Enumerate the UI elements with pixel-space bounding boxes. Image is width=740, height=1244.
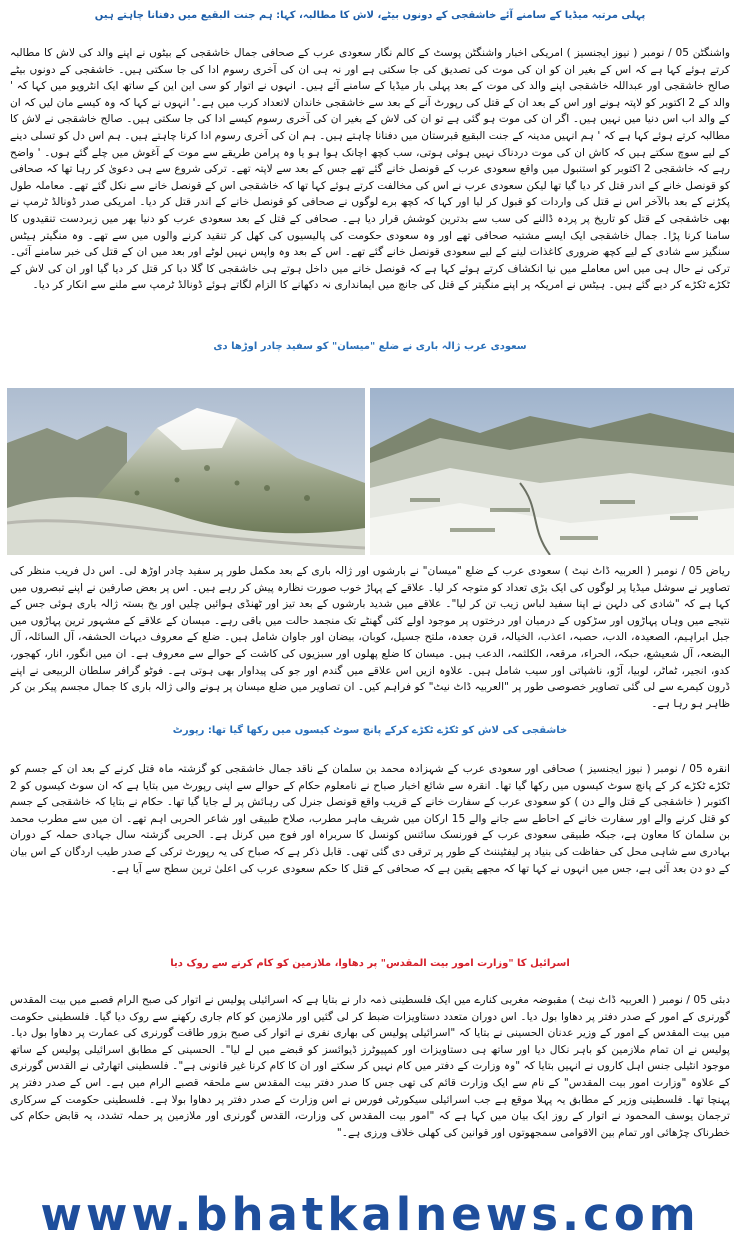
article-3-headline: خاشقجی کی لاش کو ٹکڑے ٹکڑے کرکے پانچ سوٹ کیسوں میں رکھا گیا تھا: رپورٹ xyxy=(172,725,568,736)
hail-photo-right xyxy=(370,388,734,555)
article-1-headline: پہلی مرتبہ میڈیا کے سامنے آئے خاشقجی کے دونوں بیٹے، لاش کا مطالبہ، کہا: ہم جنت البقیع میں دفنانا چاہتے ہیں xyxy=(94,10,646,21)
article-4-body: دبئی 05 / نومبر ( العربیہ ڈاٹ نیٹ ) مقبوضہ مغربی کنارے میں ایک فلسطینی ذمہ دار نے بتایا ہے کہ اسرائیلی پولیس نے اتوار کی صبح الرام قصبے میں بیت المقدس گورنری کے امور کے صدر دفتر پر دھاوا بول دیا۔ اس دوران متعدد دستاویزات ضبط کر لی گئیں اور ملازمین کو کام جاری رکھنے سے روک دیا گیا۔ فلسطینی حکومت میں بیت المقدس کے امور کے وزیر عدنان الحسینی نے بتایا کہ "اسرائیلی پولیس کی بھاری نفری نے اتوار کی صبح بزور طاقت گورنری کی عمارت پر دھاوا بول دیا۔ پولیس نے ان تمام ملازمین کو باہر نکال دیا اور ساتھ ہی دستاویزات اور کمپیوٹرز ڈیوائسز کو قبضے میں لے لیا"۔ الحسینی کے مطابق اسرائیلی پولیس کے ساتھ موجود انٹیلی جنس اہل کاروں نے انہیں بتایا کہ "وہ وزارت کے دفتر میں کام نہیں کر سکتے اور ان کا کام کرنا غیر قانونی ہے"۔ فلسطینی اتھارٹی نے القدس گورنری کے علاوہ "وزارت امور بیت المقدس" کے نام سے ایک وزارت قائم کی تھی جس کا صدر دفتر بیت المقدس سے ملحقہ قصبے الرام میں ہے۔ اس کے صدر دفتر پر پہنچا تھا۔ فلسطینی وزیر کے مطابق یہ پہلا موقع ہے جب اسرائیلی سیکورٹی فورس نے اس وزارت کے صدر دفتر پر دھاوا بولا ہے۔ فلسطینی حکومت کے سرکاری ترجمان یوسف المحمود نے اتوار کے روز ایک بیان میں کہا ہے کہ "امور بیت المقدس کی وزارت، القدس گورنری اور ملازمین پر حملہ تشدد، یہ قابض حکام کی خطرناک چڑھائی اور تمام بین الاقوامی سمجھوتوں اور قوانین کی کھلی خلاف ورزی ہے۔" xyxy=(10,994,730,1139)
article-1-body: واشنگٹن 05 / نومبر ( نیوز ایجنسیز ) امریکی اخبار واشنگٹن پوسٹ کے کالم نگار سعودی عرب کے صحافی جمال خاشقجی کے بیٹوں نے اپنے والد کی لاش کا مطالبہ کرتے ہوئے کہا ہے کہ اس کے بغیر ان کو ان کی موت کی تصدیق کی جا سکتی ہے اور نہ ہی ان کی آخری رسوم ادا کی جا سکتی ہیں۔ خاشقجی کے دونوں بیٹے صالح خاشقجی اور عبداللہ خاشقجی اپنے والد کی موت کے بعد پہلی بار میڈیا کے سامنے آئے ہیں۔ انہوں نے اتوار کو سی این این کے ساتھ ایک انٹرویو میں کہا کہ ' والد کے 2 اکتوبر کو لاپتہ ہونے اور اس کے بعد ان کے قتل کی رپورٹ آنے کے بعد سے خاشقجی خاندان لاتعداد کرب میں ہے۔' انہوں نے کہا کہ وہ کیسے مان لیں کہ ان کے والد اب اس دنیا میں نہیں ہیں۔ اگر ان کی موت ہو گئی ہے تو ان کی لاش کے بغیر ان کی آخری رسوم کیسے ادا کی جا سکتی ہیں۔ صالح خاشقجی نے لاش کا مطالبہ کرتے ہوئے کہا ہے کہ ' ہم انہیں مدینہ کے جنت البقیع قبرستان میں دفنانا چاہتے ہیں۔ ہم ان کی آخری رسوم ادا کرنا چاہتے ہیں۔ ہم اس دل کو تسلی دینے کے لیے سوچ سکتے ہیں کہ کاش ان کی موت دردناک نہیں ہوئی ہوتی، سب کچھ اچانک ہوا ہو یا وہ پرامن طریقے سے موت کے آغوش میں چلے گئے ہوں۔ ' واضح رہے کہ خاشقجی 2 اکتوبر کو استنبول میں واقع سعودی عرب کے قونصل خانے گئے تھے جس کے بعد سے لاپتہ تھے۔ ترکی شروع سے ہی دعویٰ کر رہا تھا کہ صحافی کو قونصل خانے کے اندر قتل کر دیا گیا تھا لیکن سعودی عرب نے اس کی مخالفت کرتے ہوئے کہا تھا کہ خاشقجی اس کے قونصل خانے سے نکل گئے تھے۔ معاملہ طول پکڑنے کے بعد بالآخر اس نے قتل کی واردات کو قبول کر لیا اور کہا کہ کچھ برے لوگوں نے صحافی کو قونصل خانے کے اندر قتل کر دیا۔ امریکی صدر ڈونالڈ ٹرمپ نے بھی خاشقجی کے قتل کو تاریخ پر پردہ ڈالنے کی سب سے بدترین کوشش قرار دیا ہے۔ صحافی کے قتل کے بعد سعودی عرب کو دنیا بھر میں زبردست تنقیدوں کا سامنا کرنا پڑا۔ جمال خاشقجی ایک ایسے مشتبہ صحافی تھے اور وہ سعودی حکومت کی پالیسیوں کی کھل کر تنقید کرنے والوں میں سے تھے۔ وہ منگیتر ہیٹس سنگیز سے شادی کے لیے کچھ ضروری کاغذات لینے کے لیے سعودی قونصل خانے گئے تھے۔ اس کے بعد وہ واپس نہیں لوٹے اور بعد میں ان کے قتل کی خبر سامنے آئی۔ ترکی نے حال ہی میں اس معاملے میں نیا انکشاف کرتے ہوئے کہا ہے کہ قونصل خانے میں داخل ہوتے ہی خاشقجی کا گلا دبا کر قتل کر دیا گیا اور ان کی لاش کے ٹکڑے ٹکڑے کر دیے گئے ہیں۔ ہیٹس نے امریکہ پر اپنے منگیتر کے قتل کی جانچ میں ایمانداری نہ دکھانے کا الزام لگاتے ہوئے ڈونالڈ ٹرمپ سے ملنے سے انکار کر دیا۔ xyxy=(10,47,730,292)
article-2-body: ریاض 05 / نومبر ( العربیہ ڈاٹ نیٹ ) سعودی عرب کے ضلع "میسان" نے بارشوں اور ژالہ باری کے بعد مکمل طور پر سفید چادر اوڑھ لی۔ اس دل فریب منظر کی تصاویر نے سوشل میڈیا پر لوگوں کی ایک بڑی تعداد کو متوجہ کر لیا۔ علاقے کے پہاڑ خوب صورت نظارہ پیش کر رہے ہیں۔ اس پر بعض صارفین نے اپنے تبصروں میں کہا ہے کہ "شادی کی دلہن نے اپنا سفید لباس زیب تن کر لیا"۔ علاقے میں شدید بارشوں کے بعد تیز اور ٹھنڈی ہوائیں چلیں اور یخ بستہ ژالہ باری ہوئی جس کے نتیجے میں وہاں پہاڑوں اور سڑکوں کے درمیان اور درختوں پر موجود اولے کئی گھنٹے تک منجمد حالت میں باقی رہے۔ میسان کے علاقے کے مشہور ترین پہاڑوں میں جبل ابراہیم، الصعیدہ، الدب، حصبہ، اعذب، الخیالہ، قرن جعدہ، ملتح جسیل، کوبان، بیضان اور جاوان شامل ہیں۔ ضلع کے معروف دیہات الحشفہ، آل السائلہ، آل البضعہ، آل شعیشع، حبکہ، الحراء، مرقعہ، الکلثمہ، الدعب ہیں۔ میسان کا ضلع پھلوں اور سبزیوں کی کاشت کے حوالے سے معروف ہے۔ ان میں انگور، انار، کھجور، کدو، انجیر، ٹماٹر، لوبیا، آڑو، ناشپاتی اور سیب شامل ہیں۔ علاوہ ازیں اس علاقے میں گندم اور جو کی پیداوار بھی ہوتی ہے۔ فوٹو گرافر سلطان الربیعی نے اپنے ڈرون کیمرے سے لی گئی تصاویر خصوصی طور پر "العربیہ ڈاٹ نیٹ" کو فراہم کیں۔ ان تصاویر میں ضلع میسان پر ہونے والی ژالہ باری کا جمال مجسم پیکر بن کر ظاہر ہو رہا ہے۔ xyxy=(10,565,730,710)
hail-photo-left xyxy=(7,388,365,555)
article-2-headline: سعودی عرب ژالہ باری نے ضلع "میسان" کو سفید چادر اوڑھا دی xyxy=(213,341,527,352)
article-4-headline: اسرائیل کا "وزارت امور بیت المقدس" پر دھاوا، ملازمین کو کام کرنے سے روک دیا xyxy=(170,958,570,969)
article-3-body: انقرہ 05 / نومبر ( نیوز ایجنسیز ) صحافی اور سعودی عرب کے شہزادہ محمد بن سلمان کے ناقد جمال خاشقجی کو گزشتہ ماہ قتل کرنے کے بعد ان کے جسم کو ٹکڑے ٹکڑے کر کے پانچ سوٹ کیسوں میں رکھا گیا تھا۔ انقرہ سے شائع اخبار صباح نے نامعلوم حکام کے حوالے سے اپنی رپورٹ میں بتایا ہے کہ ان سوٹ کیسوں کو 2 اکتوبر ( خاشقجی کے قتل والے دن ) کو سعودی عرب کے سفارت خانے کے قریب واقع قونصل جنرل کی رہائش پر لے جایا گیا تھا۔ حکام نے بتایا کہ خاشقجی کے جسم کو قتل کرنے والے اور سفارت خانے کے احاطے سے جانے والے 15 ارکان میں شریف ماہر مطرب، صلاح طبیقی اور شاعر الحربی اہم تھے۔ ان میں سے مطرب محمد بن سلمان کا معاون ہے، جبکہ طبیقی سعودی عرب کے فورنسک سائنس کونسل کا سربراہ اور فوج میں کرنل ہے۔ الحربی گزشتہ سال جہادی حملہ کے دوران بہادری سے شاہی محل کی حفاظت کی بنیاد پر لیفٹیننٹ کے طور پر ترقی دی گئی تھی۔ قابل ذکر ہے کہ صباح کی یہ رپورٹ ترکی کے صدر طیب اردگان کے اس بیان کے دو دن بعد آئی ہے، جس میں انہوں نے کہا تھا کہ مجھے یقین ہے کہ صحافی کے قتل کا حکم سعودی عرب کی اعلیٰ ترین سطح سے آیا ہے۔ xyxy=(10,763,730,875)
site-footer-url[interactable]: www.bhatkalnews.com xyxy=(40,1188,700,1241)
